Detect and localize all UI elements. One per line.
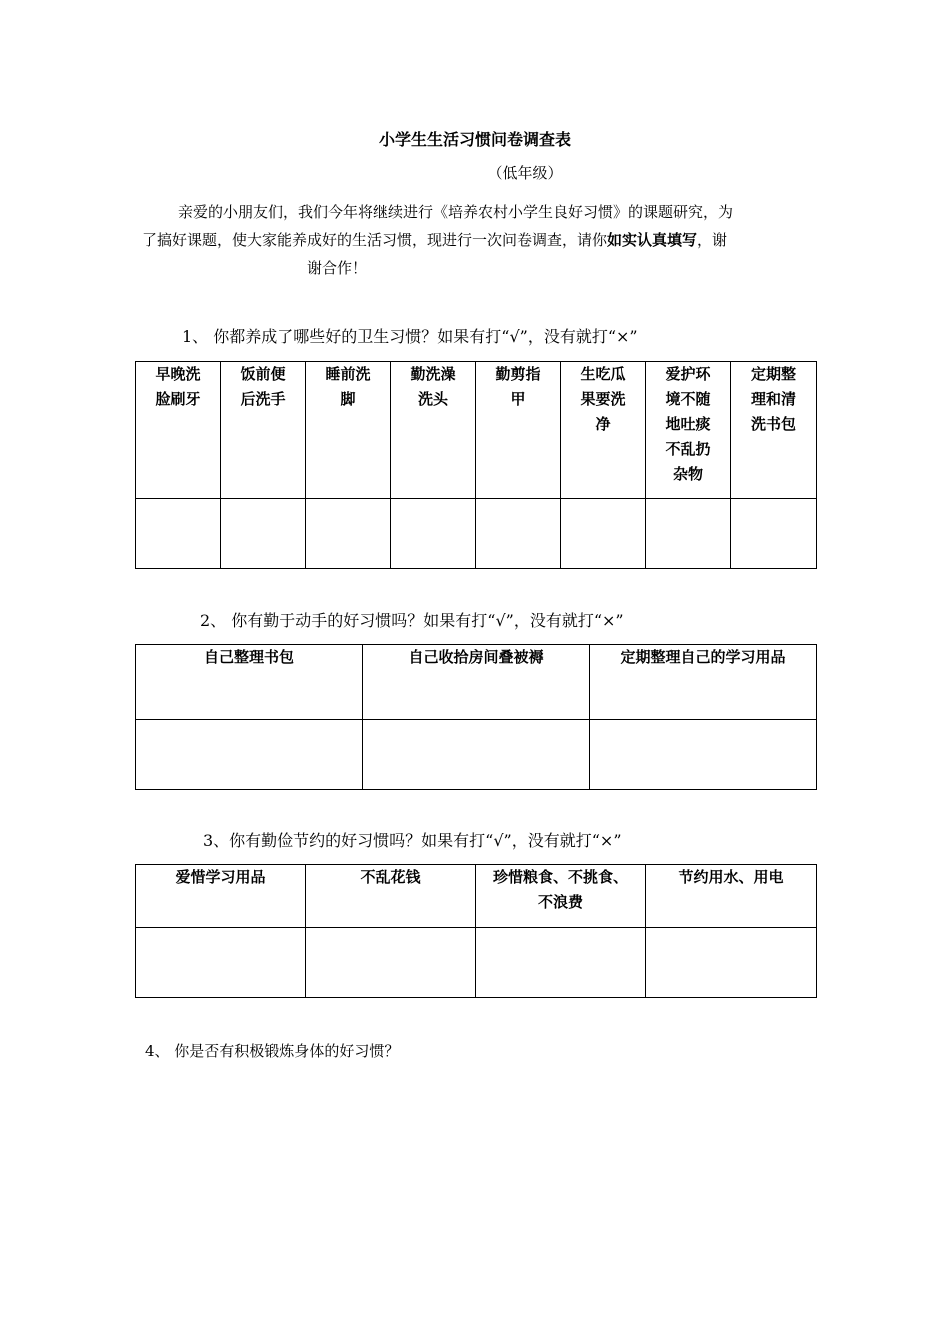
q3-table xyxy=(135,864,817,998)
q1-header-cell: 生吃瓜 果要洗 净 xyxy=(561,362,646,499)
q3-answer-cell[interactable] xyxy=(306,928,476,998)
q3-header-cell: 不乱花钱 xyxy=(306,865,476,928)
q1-header-cell: 勤洗澡 洗头 xyxy=(391,362,476,499)
question-4: 4、 你是否有积极锻炼身体的好习惯？ xyxy=(145,1042,400,1060)
q2-header-cell: 自己收拾房间叠被褥 xyxy=(363,645,590,720)
intro-emphasis: 如实认真填写 xyxy=(607,231,698,249)
intro-line-2 xyxy=(142,226,812,254)
q1-header-cell: 睡前洗 脚 xyxy=(306,362,391,499)
q3-answer-row xyxy=(136,928,817,998)
q1-answer-cell[interactable] xyxy=(646,499,731,569)
q1-answer-cell[interactable] xyxy=(391,499,476,569)
intro-line-1: 亲爱的小朋友们，我们今年将继续进行《培养农村小学生良好习惯》的课题研究，为 xyxy=(178,203,734,221)
q1-answer-cell[interactable] xyxy=(306,499,391,569)
q2-answer-cell[interactable] xyxy=(590,720,817,790)
q1-answer-cell[interactable] xyxy=(136,499,221,569)
q1-answer-cell[interactable] xyxy=(561,499,646,569)
q1-answer-row xyxy=(136,499,817,569)
page-title: 小学生生活习惯问卷调查表 xyxy=(378,130,571,149)
q2-header-row xyxy=(136,645,817,720)
q3-header-cell: 爱惜学习用品 xyxy=(136,865,306,928)
q2-header-cell: 自己整理书包 xyxy=(136,645,363,720)
q1-answer-cell[interactable] xyxy=(476,499,561,569)
q3-answer-cell[interactable] xyxy=(476,928,646,998)
q2-table xyxy=(135,644,817,790)
question-2: 2、 你有勤于动手的好习惯吗？如果有打“√”，没有就打“×” xyxy=(200,611,624,630)
q3-answer-cell[interactable] xyxy=(136,928,306,998)
q1-table xyxy=(135,361,817,569)
q3-header-cell: 珍惜粮食、不挑食、 不浪费 xyxy=(476,865,646,928)
q1-header-row xyxy=(136,362,817,499)
page-subtitle: （低年级） xyxy=(487,164,563,182)
q3-answer-cell[interactable] xyxy=(646,928,817,998)
intro-line-3: 谢合作！ xyxy=(306,259,367,277)
question-3: 3、你有勤俭节约的好习惯吗？如果有打“√”，没有就打“×” xyxy=(203,831,622,850)
q1-header-cell: 早晚洗 脸刷牙 xyxy=(136,362,221,499)
q2-answer-cell[interactable] xyxy=(363,720,590,790)
intro-line-2-text: 了搞好课题，使大家能养成好的生活习惯，现进行一次问卷调查，请你 xyxy=(142,231,608,249)
q3-header-row xyxy=(136,865,817,928)
q2-header-cell: 定期整理自己的学习用品 xyxy=(590,645,817,720)
q3-header-cell: 节约用水、用电 xyxy=(646,865,817,928)
q1-header-cell: 定期整 理和清 洗书包 xyxy=(731,362,817,499)
q2-answer-row xyxy=(136,720,817,790)
q1-header-cell: 爱护环 境不随 地吐痰 不乱扔 杂物 xyxy=(646,362,731,499)
intro-line-2-end: ，谢 xyxy=(697,231,728,249)
q2-answer-cell[interactable] xyxy=(136,720,363,790)
q1-header-cell: 饭前便 后洗手 xyxy=(221,362,306,499)
q1-answer-cell[interactable] xyxy=(221,499,306,569)
intro-paragraph xyxy=(142,198,812,282)
q1-header-cell: 勤剪指 甲 xyxy=(476,362,561,499)
q1-answer-cell[interactable] xyxy=(731,499,817,569)
question-1: 1、 你都养成了哪些好的卫生习惯？如果有打“√”，没有就打“×” xyxy=(182,327,638,346)
